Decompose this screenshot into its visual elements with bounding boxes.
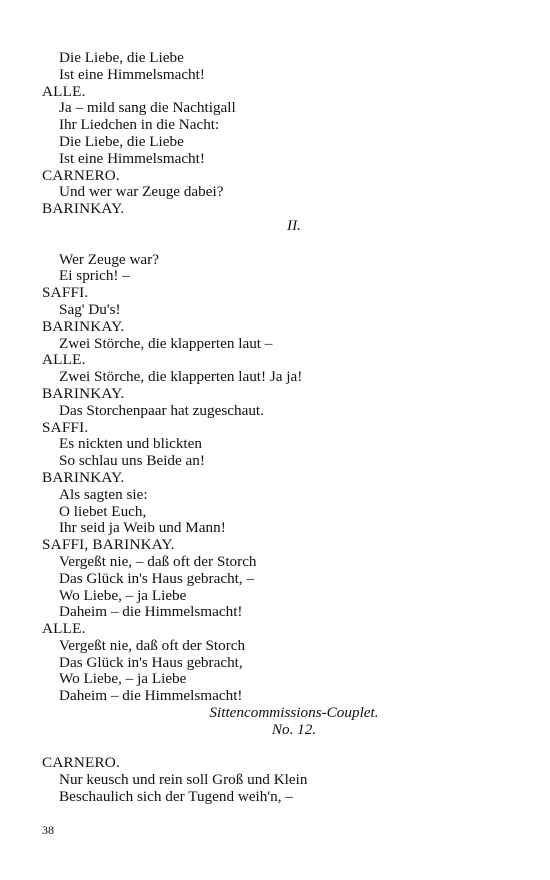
- speaker-name: BARINKAY.: [42, 468, 125, 486]
- verse-line: Das Storchenpaar hat zugeschaut.: [59, 401, 264, 419]
- verse-line: Die Liebe, die Liebe: [59, 49, 184, 66]
- speaker-name: ALLE.: [42, 620, 86, 638]
- blank-line: [42, 739, 512, 756]
- speaker-name: SAFFI.: [42, 284, 89, 302]
- verse-line: Ja – mild sang die Nachtigall: [59, 99, 236, 117]
- speaker-name: ALLE.: [42, 82, 86, 100]
- page-number: 38: [42, 823, 54, 837]
- speaker-name: BARINKAY.: [42, 317, 125, 335]
- centered-heading: II.: [287, 216, 301, 234]
- speaker-name: SAFFI, BARINKAY.: [42, 536, 175, 554]
- verse-line: So schlau uns Beide an!: [59, 452, 205, 470]
- verse-line: Daheim – die Himmelsmacht!: [59, 603, 243, 621]
- centered-heading: Sittencommissions-Couplet.: [209, 704, 379, 722]
- speaker-name: CARNERO.: [42, 166, 120, 184]
- verse-line: Nur keusch und rein soll Groß und Klein: [59, 771, 308, 789]
- verse-line: Zwei Störche, die klapperten laut –: [59, 334, 273, 352]
- verse-line: Ei sprich! –: [59, 267, 130, 285]
- verse-line: Ist eine Himmelsmacht!: [59, 65, 205, 83]
- verse-line: Wo Liebe, – ja Liebe: [59, 670, 187, 688]
- verse-line: Zwei Störche, die klapperten laut! Ja ja!: [59, 368, 303, 386]
- verse-line: Das Glück in's Haus gebracht, –: [59, 569, 255, 587]
- verse-line: Vergeßt nie, – daß oft der Storch: [59, 552, 257, 570]
- verse-line: Ihr seid ja Weib und Mann!: [59, 519, 226, 537]
- verse-line: O liebet Euch,: [59, 502, 147, 520]
- verse-line: Und wer war Zeuge dabei?: [59, 183, 224, 201]
- verse-line: Ist eine Himmelsmacht!: [59, 149, 205, 167]
- verse-line: Die Liebe, die Liebe: [59, 132, 184, 150]
- speaker-name: BARINKAY.: [42, 200, 125, 218]
- speaker-name: CARNERO.: [42, 754, 120, 772]
- verse-line: Als sagten sie:: [59, 485, 148, 503]
- verse-line: Ihr Liedchen in die Nacht:: [59, 116, 220, 134]
- verse-line: Wer Zeuge war?: [59, 250, 159, 268]
- page-text: [42, 50, 512, 806]
- blank-line: [42, 235, 512, 252]
- speaker-name: ALLE.: [42, 351, 86, 369]
- verse-line: Wo Liebe, – ja Liebe: [59, 586, 187, 604]
- verse-line: Das Glück in's Haus gebracht,: [59, 653, 243, 671]
- speaker-name: BARINKAY.: [42, 384, 125, 402]
- verse-line: Sag' Du's!: [59, 300, 121, 318]
- verse-line: Beschaulich sich der Tugend weih'n, –: [59, 788, 293, 806]
- centered-heading: No. 12.: [271, 720, 317, 738]
- verse-line: Vergeßt nie, daß oft der Storch: [59, 636, 246, 654]
- verse-line: Es nickten und blickten: [59, 435, 202, 453]
- verse-line: Daheim – die Himmelsmacht!: [59, 687, 243, 705]
- speaker-name: SAFFI.: [42, 418, 89, 436]
